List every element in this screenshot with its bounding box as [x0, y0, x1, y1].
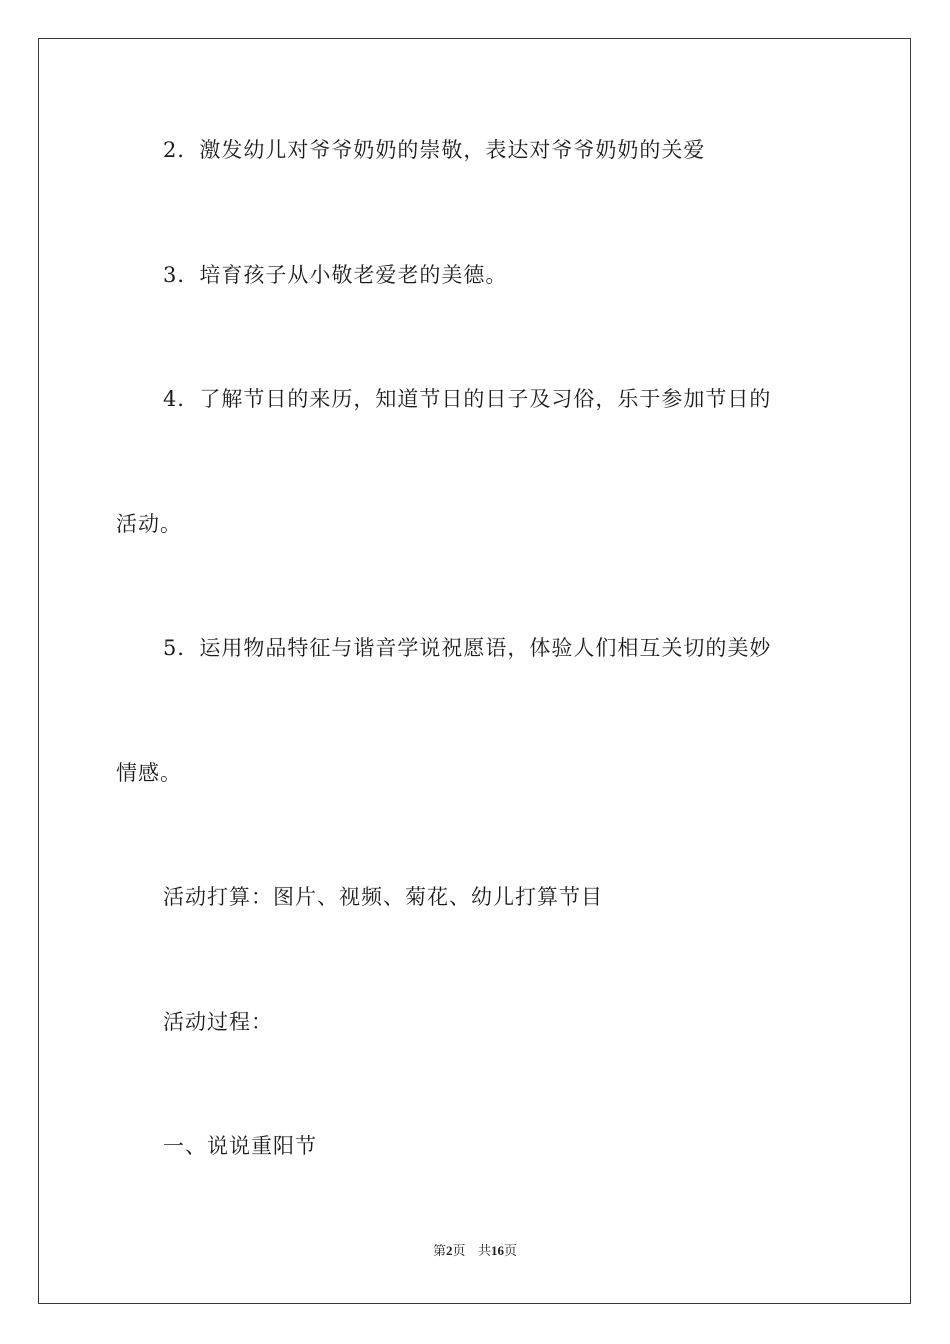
paragraph-goal-5: 5．运用物品特征与谐音学说祝愿语，体验人们相互关切的美妙 — [163, 636, 772, 660]
page-label-prefix: 第 — [433, 1244, 447, 1259]
page-footer — [0, 1242, 950, 1261]
paragraph-section-one: 一、说说重阳节 — [163, 1134, 317, 1158]
paragraph-goal-5-continued: 情感。 — [116, 761, 182, 785]
paragraph-goal-4: 4．了解节日的来历，知道节日的日子及习俗，乐于参加节日的 — [163, 387, 772, 411]
paragraph-preparation: 活动打算：图片、视频、菊花、幼儿打算节目 — [163, 885, 603, 909]
paragraph-goal-3: 3．培育孩子从小敬老爱老的美德。 — [163, 263, 508, 287]
page-number: 2 — [446, 1243, 453, 1258]
paragraph-process-heading: 活动过程： — [163, 1010, 273, 1034]
page-label-suffix: 页 — [452, 1244, 466, 1259]
total-label-suffix: 页 — [503, 1244, 517, 1259]
paragraph-goal-4-continued: 活动。 — [116, 512, 182, 536]
total-pages: 16 — [490, 1243, 504, 1258]
page-frame — [38, 38, 911, 1304]
paragraph-goal-2: 2．激发幼儿对爷爷奶奶的崇敬，表达对爷爷奶奶的关爱 — [163, 138, 706, 162]
total-label-prefix: 共 — [477, 1244, 491, 1259]
